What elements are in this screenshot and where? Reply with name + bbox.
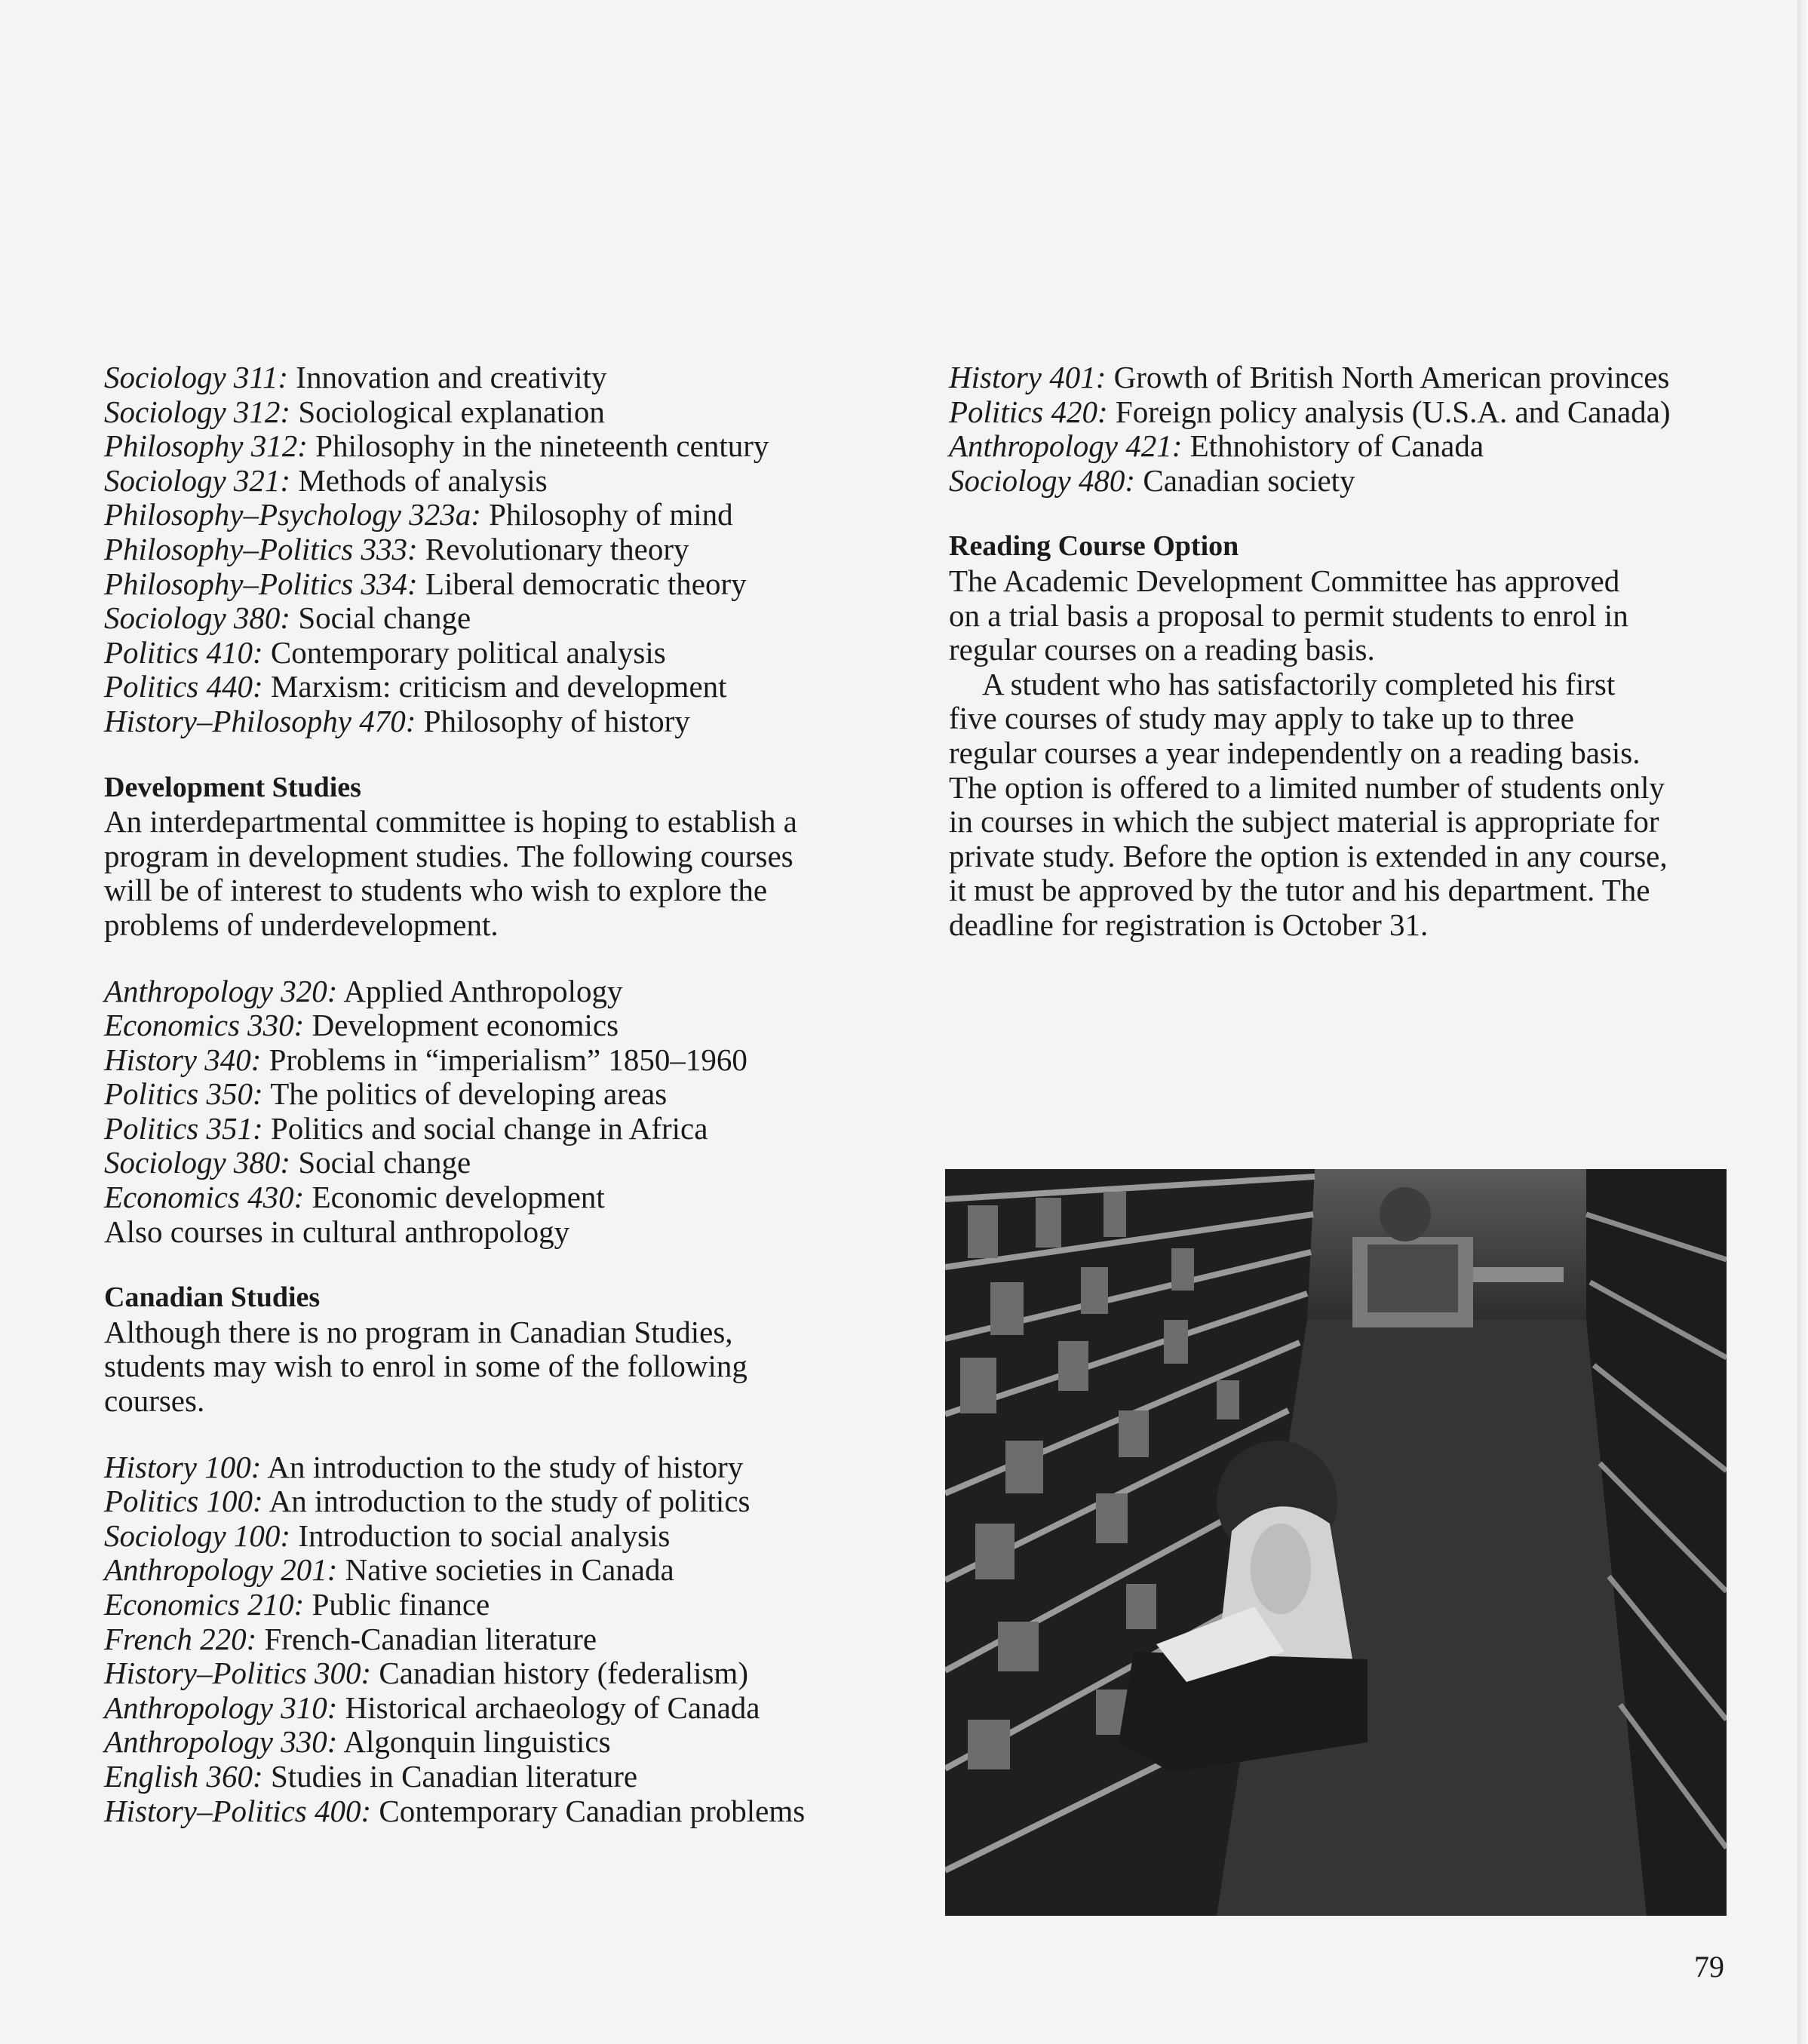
paragraph-line: program in development studies. The following courses	[104, 838, 793, 873]
course-code: Sociology 380:	[104, 600, 291, 636]
course-line	[949, 464, 1748, 499]
course-title: Algonquin linguistics	[343, 1724, 611, 1760]
course-line	[104, 1622, 904, 1657]
library-photo	[945, 1169, 1727, 1916]
course-title: An introduction to the study of history	[267, 1449, 744, 1484]
page-number: 79	[1694, 1950, 1724, 1984]
course-line	[104, 1008, 904, 1043]
development-course-list	[104, 974, 904, 1215]
course-code: History 401:	[949, 360, 1107, 394]
reading-course-heading: Reading Course Option	[949, 530, 1239, 563]
course-title: Public finance	[312, 1587, 490, 1622]
course-line	[104, 1043, 904, 1078]
course-code: History–Politics 300:	[104, 1656, 372, 1691]
course-line	[104, 1519, 904, 1554]
course-line	[104, 974, 904, 1009]
canadian-course-list-continued	[949, 361, 1748, 498]
course-title: Philosophy in the nineteenth century	[315, 428, 769, 464]
paragraph-line: private study. Before the option is extended in any course,	[949, 838, 1668, 873]
paragraph-line: regular courses a year independently on a reading basis.	[949, 735, 1641, 770]
paragraph-line: it must be approved by the tutor and his department. The	[949, 873, 1650, 908]
course-line	[104, 1077, 904, 1112]
course-line	[104, 1656, 904, 1691]
course-code: Anthropology 330:	[104, 1724, 338, 1760]
course-code: History 340:	[104, 1042, 262, 1077]
philosophy-course-list	[104, 361, 904, 739]
course-title: Politics and social change in Africa	[270, 1110, 708, 1146]
reading-course-paragraph-1	[949, 564, 1748, 668]
canadian-studies-heading: Canadian Studies	[104, 1281, 321, 1314]
course-code: French 220:	[104, 1621, 257, 1656]
course-line	[104, 1794, 904, 1829]
course-line	[104, 361, 904, 395]
course-line	[104, 429, 904, 464]
paragraph-line: courses.	[104, 1383, 205, 1419]
course-title: Revolutionary theory	[425, 531, 689, 566]
course-line	[104, 532, 904, 567]
course-code: Anthropology 320:	[104, 973, 338, 1008]
course-code: Politics 351:	[104, 1110, 263, 1146]
course-title: Introduction to social analysis	[298, 1518, 671, 1553]
paragraph-line: problems of underdevelopment.	[104, 907, 499, 942]
left-column	[104, 361, 904, 1828]
course-title: Social change	[298, 600, 471, 636]
course-line	[104, 498, 904, 532]
course-line	[104, 670, 904, 704]
paragraph-line: An interdepartmental committee is hoping to establish a	[104, 804, 797, 839]
course-code: Sociology 380:	[104, 1145, 291, 1180]
course-code: Economics 330:	[104, 1008, 305, 1043]
course-title: French-Canadian literature	[264, 1621, 597, 1656]
course-line	[104, 1691, 904, 1726]
course-title: Historical archaeology of Canada	[345, 1690, 760, 1725]
course-line	[104, 1484, 904, 1519]
paragraph-line: five courses of study may apply to take up to three	[949, 701, 1574, 736]
paragraph-line: The option is offered to a limited number of students only	[949, 769, 1665, 805]
course-line	[104, 704, 904, 739]
course-code: Economics 210:	[104, 1587, 305, 1622]
right-column	[949, 361, 1748, 943]
course-code: Politics 440:	[104, 669, 263, 704]
course-title: Social change	[298, 1145, 471, 1180]
course-line	[104, 601, 904, 636]
course-line	[104, 567, 904, 602]
canadian-studies-paragraph	[104, 1315, 904, 1419]
course-title: Applied Anthropology	[343, 973, 623, 1008]
course-title: Growth of British North American provinces	[1113, 360, 1670, 394]
course-line	[104, 1725, 904, 1760]
paragraph-line: regular courses on a reading basis.	[949, 632, 1375, 668]
course-title: Contemporary political analysis	[270, 634, 666, 670]
paragraph-line: The Academic Development Committee has approved	[949, 563, 1620, 598]
library-photo-icon	[945, 1169, 1727, 1916]
course-line	[104, 1553, 904, 1588]
course-code: Philosophy–Psychology 323a:	[104, 497, 481, 532]
course-line	[104, 1146, 904, 1180]
course-title: Ethnohistory of Canada	[1189, 428, 1484, 464]
course-title: Sociological explanation	[298, 394, 605, 429]
course-code: Anthropology 421:	[949, 428, 1183, 464]
course-code: Politics 420:	[949, 394, 1108, 429]
page-edge	[1797, 0, 1808, 2044]
course-code: Anthropology 201:	[104, 1552, 338, 1588]
paragraph-line: on a trial basis a proposal to permit students to enrol in	[949, 597, 1628, 633]
course-title: Economic development	[312, 1180, 605, 1215]
course-title: Problems in “imperialism” 1850–1960	[269, 1042, 747, 1077]
course-line	[104, 395, 904, 430]
course-title: Development economics	[312, 1008, 619, 1043]
development-studies-paragraph	[104, 805, 904, 942]
reading-course-paragraph-2	[949, 668, 1748, 943]
course-title: Philosophy of history	[423, 703, 690, 738]
paragraph-line: Although there is no program in Canadian Studies,	[104, 1314, 733, 1349]
course-title: Innovation and creativity	[296, 360, 607, 394]
course-code: Economics 430:	[104, 1180, 305, 1215]
course-line	[949, 395, 1748, 430]
paragraph-line: deadline for registration is October 31.	[949, 907, 1429, 942]
course-code: Politics 410:	[104, 634, 263, 670]
paragraph-line: will be of interest to students who wish to explore the	[104, 873, 768, 908]
course-line	[104, 464, 904, 499]
course-code: Philosophy–Politics 333:	[104, 531, 418, 566]
course-code: Sociology 321:	[104, 462, 291, 498]
course-line	[104, 1588, 904, 1622]
course-code: Sociology 480:	[949, 462, 1136, 498]
course-title: Methods of analysis	[298, 462, 548, 498]
course-title: Canadian society	[1143, 462, 1355, 498]
course-title: Canadian history (federalism)	[379, 1656, 748, 1691]
course-code: Anthropology 310:	[104, 1690, 338, 1725]
course-code: Sociology 312:	[104, 394, 291, 429]
course-code: English 360:	[104, 1758, 263, 1794]
course-title: Studies in Canadian literature	[270, 1758, 638, 1794]
course-code: Philosophy–Politics 334:	[104, 566, 418, 601]
course-line	[104, 1112, 904, 1146]
development-extra-line: Also courses in cultural anthropology	[104, 1214, 570, 1249]
paragraph-line: students may wish to enrol in some of the following	[104, 1349, 747, 1384]
course-code: Politics 100:	[104, 1484, 263, 1519]
course-title: Philosophy of mind	[489, 497, 733, 532]
course-code: Sociology 100:	[104, 1518, 291, 1553]
course-code: Politics 350:	[104, 1076, 263, 1112]
course-line	[104, 636, 904, 671]
course-title: Contemporary Canadian problems	[379, 1793, 806, 1828]
paragraph-line: A student who has satisfactorily completed his first	[982, 666, 1616, 701]
course-title: The politics of developing areas	[270, 1076, 668, 1112]
course-title: An introduction to the study of politics	[269, 1484, 751, 1519]
course-code: History 100:	[104, 1449, 262, 1484]
course-code: Sociology 311:	[104, 360, 289, 394]
course-title: Native societies in Canada	[345, 1552, 674, 1588]
canadian-course-list	[104, 1450, 904, 1829]
course-title: Liberal democratic theory	[425, 566, 747, 601]
paragraph-line: in courses in which the subject material is appropriate for	[949, 804, 1659, 839]
course-line	[949, 429, 1748, 464]
course-code: History–Politics 400:	[104, 1793, 372, 1828]
course-title: Marxism: criticism and development	[270, 669, 727, 704]
course-code: History–Philosophy 470:	[104, 703, 416, 738]
development-studies-heading: Development Studies	[104, 771, 361, 803]
course-line	[104, 1180, 904, 1215]
course-line	[949, 361, 1748, 395]
course-code: Philosophy 312:	[104, 428, 308, 464]
course-line	[104, 1450, 904, 1485]
course-title: Foreign policy analysis (U.S.A. and Canada)	[1115, 394, 1671, 429]
course-line	[104, 1760, 904, 1794]
